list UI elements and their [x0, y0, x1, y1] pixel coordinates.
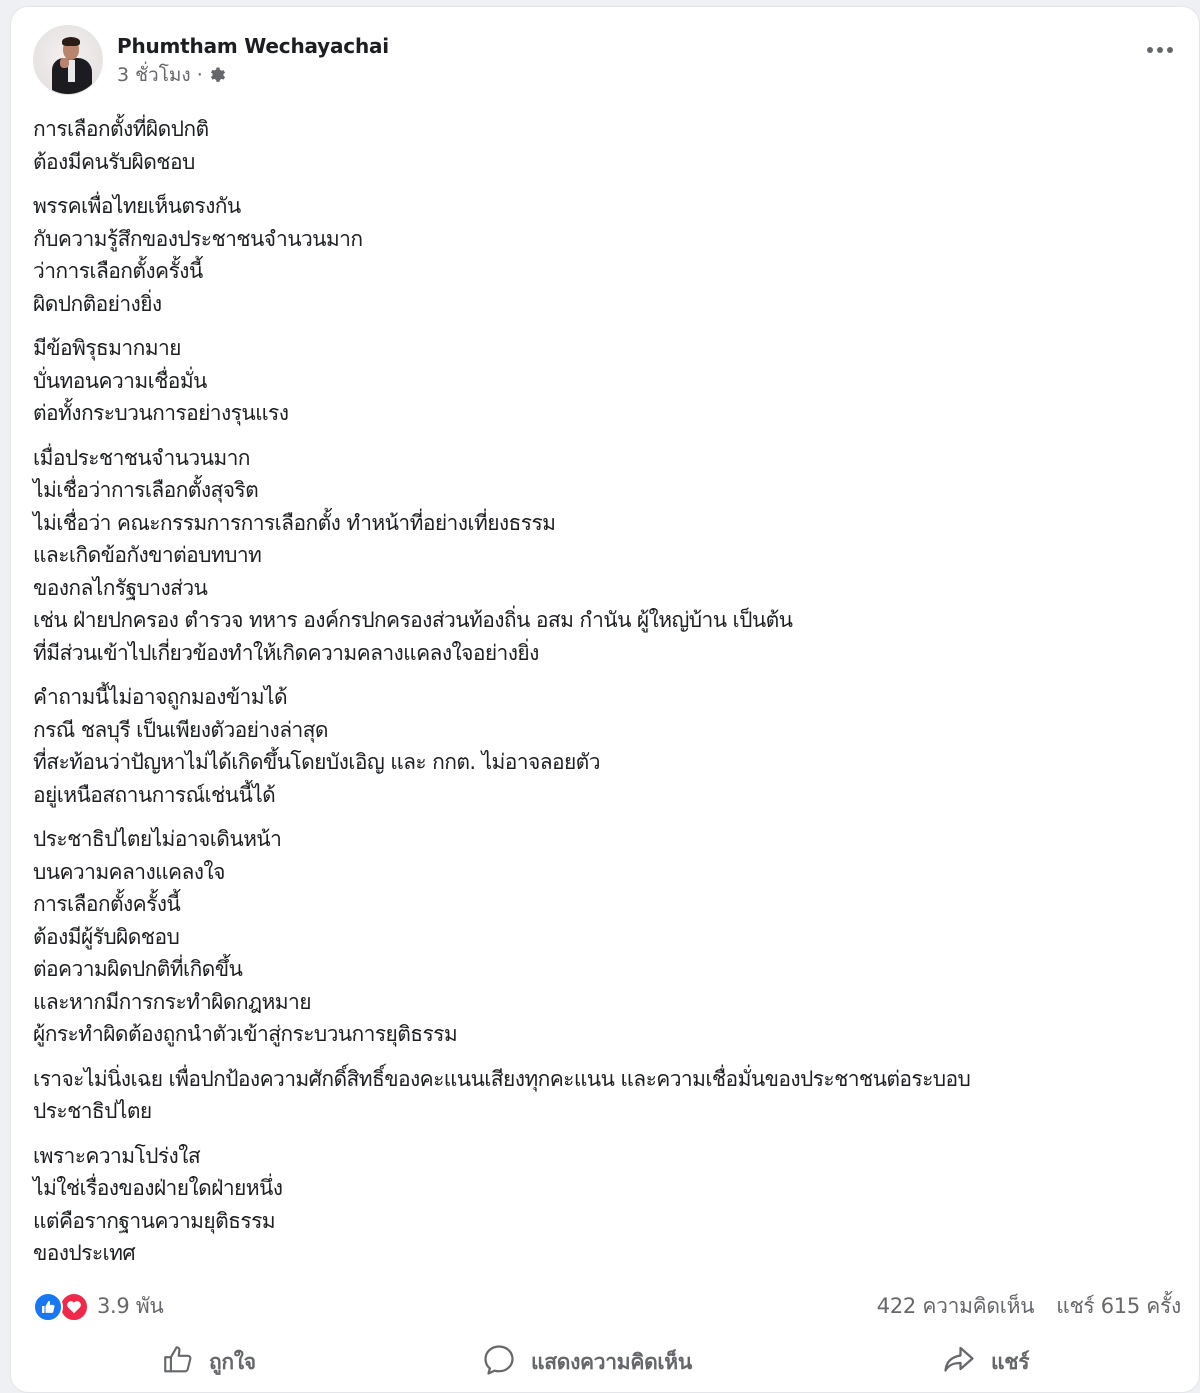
- text-line: พรรคเพื่อไทยเห็นตรงกัน: [33, 194, 241, 218]
- post-meta: [117, 33, 389, 87]
- text-line: ต้องมีผู้รับผิดชอบ: [33, 924, 180, 949]
- text-line: ประชาธิปไตย: [33, 1099, 152, 1123]
- reaction-count: 3.9 พัน: [97, 1294, 164, 1318]
- paragraph: [33, 190, 1183, 320]
- more-dot-icon: [1167, 47, 1173, 53]
- paragraph: [33, 1063, 1183, 1128]
- text-line: มีข้อพิรุธมากมาย: [33, 336, 181, 360]
- author-avatar[interactable]: [33, 25, 103, 95]
- separator: ·: [196, 64, 203, 86]
- text-line: และเกิดข้อกังขาต่อบทบาท: [33, 543, 262, 567]
- thumbs-up-icon: [161, 1343, 195, 1382]
- text-line: ของประเทศ: [33, 1241, 136, 1265]
- text-line: ไม่ใช่เรื่องของฝ่ายใดฝ่ายหนึ่ง: [33, 1176, 283, 1200]
- like-reaction-icon: [33, 1292, 63, 1322]
- text-line: บั่นทอนความเชื่อมั่น: [33, 368, 207, 393]
- text-line: แต่คือรากฐานความยุติธรรม: [33, 1208, 275, 1233]
- text-line: การเลือกตั้งที่ผิดปกติ: [33, 117, 209, 141]
- paragraph: [33, 823, 1183, 1051]
- text-line: ต่อความผิดปกติที่เกิดขึ้น: [33, 957, 243, 981]
- more-dot-icon: [1147, 47, 1153, 53]
- text-line: กรณี ชลบุรี เป็นเพียงตัวอย่างล่าสุด: [33, 717, 328, 742]
- paragraph: [33, 442, 1183, 670]
- paragraph: [33, 1140, 1183, 1270]
- post-header: [33, 25, 389, 95]
- post-subline: [117, 63, 389, 87]
- text-line: ที่สะท้อนว่าปัญหาไม่ได้เกิดขึ้นโดยบังเอิญ และ กกต. ไม่อาจลอยตัว: [33, 750, 600, 774]
- author-name[interactable]: Phumtham Wechayachai: [117, 34, 389, 58]
- text-line: กับความรู้สึกของประชาชนจำนวนมาก: [33, 226, 363, 251]
- like-label: ถูกใจ: [209, 1349, 256, 1374]
- reactions-summary[interactable]: [33, 1290, 163, 1323]
- text-line: ประชาธิปไตยไม่อาจเดินหน้า: [33, 827, 282, 851]
- text-line: ต้องมีคนรับผิดชอบ: [33, 149, 195, 174]
- share-label: แชร์: [991, 1349, 1030, 1374]
- text-line: ของกลไกรัฐบางส่วน: [33, 575, 208, 600]
- like-button[interactable]: [161, 1337, 256, 1387]
- comment-bubble-icon: [481, 1342, 517, 1383]
- text-line: ไม่เชื่อว่า คณะกรรมการการเลือกตั้ง ทำหน้าที่อย่างเที่ยงธรรม: [33, 510, 556, 535]
- text-line: เพราะความโปร่งใส: [33, 1143, 201, 1168]
- post-body: [33, 113, 1183, 1282]
- more-options-button[interactable]: [1147, 47, 1173, 53]
- text-line: เช่น ฝ่ายปกครอง ตำรวจ ทหาร องค์กรปกครองส่วนท้องถิ่น อสม กำนัน ผู้ใหญ่บ้าน เป็นต้น: [33, 608, 793, 632]
- paragraph: [33, 681, 1183, 811]
- comment-label: แสดงความคิดเห็น: [531, 1349, 692, 1374]
- comment-share-counts: [877, 1290, 1181, 1323]
- paragraph: [33, 332, 1183, 430]
- text-line: และหากมีการกระทำผิดกฎหมาย: [33, 989, 311, 1014]
- text-line: การเลือกตั้งครั้งนี้: [33, 892, 181, 916]
- post-timestamp[interactable]: 3 ชั่วโมง: [117, 64, 191, 86]
- gear-icon[interactable]: [209, 66, 227, 84]
- share-button[interactable]: [941, 1337, 1029, 1387]
- post-actions-bar: [11, 1337, 1199, 1387]
- text-line: เมื่อประชาชนจำนวนมาก: [33, 445, 250, 470]
- text-line: ว่าการเลือกตั้งครั้งนี้: [33, 259, 203, 283]
- comment-button[interactable]: [481, 1337, 692, 1387]
- text-line: คำถามนี้ไม่อาจถูกมองข้ามได้: [33, 685, 287, 709]
- text-line: ผู้กระทำผิดต้องถูกนำตัวเข้าสู่กระบวนการยุติธรรม: [33, 1022, 458, 1046]
- comments-count-link[interactable]: 422 ความคิดเห็น: [876, 1294, 1035, 1318]
- text-line: ผิดปกติอย่างยิ่ง: [33, 291, 162, 316]
- text-line: ที่มีส่วนเข้าไปเกี่ยวข้องทำให้เกิดความคลางแคลงใจอย่างยิ่ง: [33, 640, 539, 665]
- text-line: ต่อทั้งกระบวนการอย่างรุนแรง: [33, 401, 289, 425]
- more-dot-icon: [1157, 47, 1163, 53]
- share-arrow-icon: [941, 1342, 977, 1383]
- engagement-stats: [33, 1290, 1181, 1323]
- text-line: บนความคลางแคลงใจ: [33, 859, 225, 884]
- paragraph: [33, 113, 1183, 178]
- text-line: ไม่เชื่อว่าการเลือกตั้งสุจริต: [33, 478, 259, 502]
- post-card: [10, 6, 1200, 1393]
- love-reaction-icon: [59, 1292, 89, 1322]
- shares-count-link[interactable]: แชร์ 615 ครั้ง: [1056, 1294, 1181, 1318]
- text-line: อยู่เหนือสถานการณ์เช่นนี้ได้: [33, 782, 276, 807]
- text-line: เราจะไม่นิ่งเฉย เพื่อปกป้องความศักดิ์สิทธิ์ของคะแนนเสียงทุกคะแนน และความเชื่อมั่นของประชาชนต่อระบอบ: [33, 1066, 971, 1091]
